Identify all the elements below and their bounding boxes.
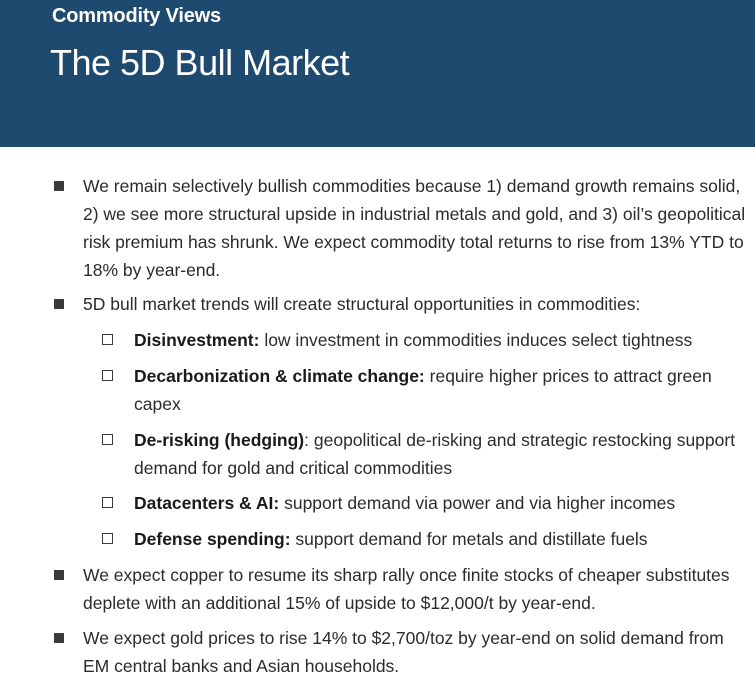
sub-item-term: Decarbonization & climate change: bbox=[134, 366, 425, 386]
checkbox-square-icon bbox=[102, 334, 113, 345]
sub-item-term: Disinvestment: bbox=[134, 330, 260, 350]
sub-item bbox=[134, 525, 749, 553]
bullet-item: We expect copper to resume its sharp rally once finite stocks of cheaper substitutes deplete with an additional 15% of upside to $12,000/t by year-end. bbox=[83, 565, 730, 613]
sub-item bbox=[134, 326, 749, 354]
section-kicker: Commodity Views bbox=[52, 5, 221, 27]
checkbox-square-icon bbox=[102, 370, 113, 381]
sub-item-text: low investment in commodities induces select tightness bbox=[259, 330, 693, 350]
sub-item-term: De-risking (hedging) bbox=[134, 430, 305, 450]
sub-item-text: support demand via power and via higher incomes bbox=[279, 493, 676, 513]
bullet-square-icon bbox=[54, 299, 64, 309]
sub-item-text: : geopolitical de-risking and strategic restocking support demand for gold and critical commodities bbox=[134, 430, 736, 478]
bullet-item: We expect gold prices to rise 14% to $2,700/toz by year-end on solid demand from EM central banks and Asian households. bbox=[83, 628, 724, 676]
bullet-square-icon bbox=[54, 633, 64, 643]
checkbox-square-icon bbox=[102, 497, 113, 508]
bullet-item: We remain selectively bullish commodities because 1) demand growth remains solid, 2) we see more structural upside in industrial metals and gold, and 3) oil’s geopolitical risk premium has shrunk. We expect commodity total returns to rise from 13% YTD to 18% by year-end. bbox=[83, 176, 746, 280]
sub-item bbox=[134, 362, 749, 418]
sub-item-text: support demand for metals and distillate fuels bbox=[290, 529, 648, 549]
sub-item-text: require higher prices to attract green capex bbox=[134, 366, 712, 414]
checkbox-square-icon bbox=[102, 434, 113, 445]
bullet-square-icon bbox=[54, 570, 64, 580]
sub-item-term: Datacenters & AI: bbox=[134, 493, 280, 513]
checkbox-square-icon bbox=[102, 533, 113, 544]
sub-item-term: Defense spending: bbox=[134, 529, 291, 549]
header-banner bbox=[0, 0, 755, 147]
bullet-square-icon bbox=[54, 181, 64, 191]
page-title: The 5D Bull Market bbox=[50, 42, 350, 83]
sub-item bbox=[134, 426, 749, 482]
bullet-item: 5D bull market trends will create structural opportunities in commodities: bbox=[83, 294, 641, 314]
sub-item bbox=[134, 489, 749, 517]
